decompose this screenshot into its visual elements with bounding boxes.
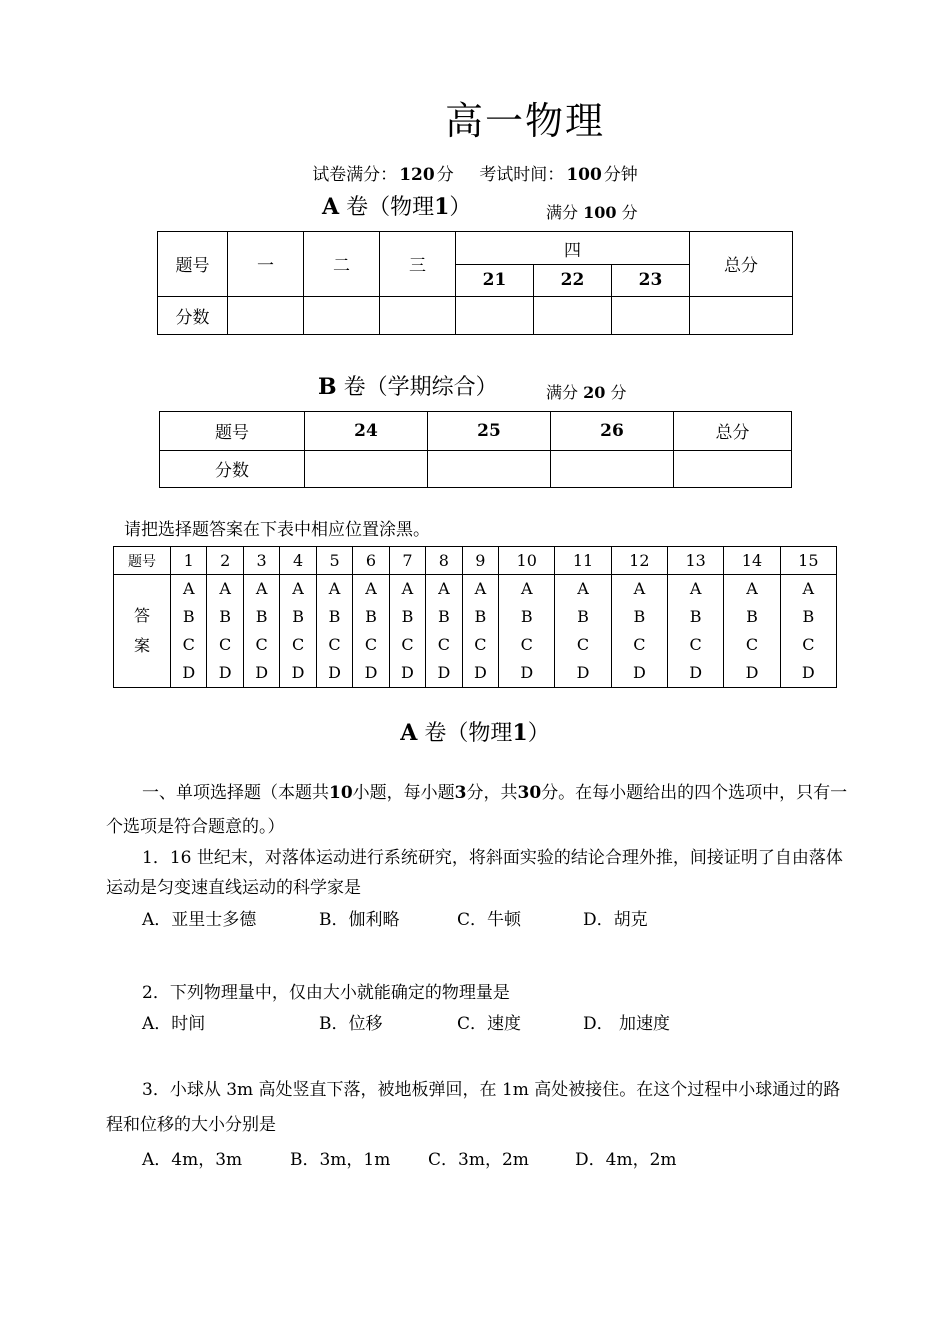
answer-bubble[interactable]: D — [437, 663, 451, 682]
instr-text: 小题，每小题 — [352, 783, 455, 803]
full-score-value: 20 — [583, 383, 606, 402]
option-d[interactable]: D． 加速度 — [583, 1014, 671, 1034]
answer-bubble[interactable]: A — [365, 579, 377, 598]
full-score-unit: 分 — [610, 383, 627, 402]
col-1: 一 — [228, 232, 304, 297]
answer-bubble[interactable]: A — [401, 579, 414, 598]
score-cell[interactable] — [551, 450, 674, 488]
answer-bubble[interactable]: C — [437, 635, 451, 654]
question-number: 15 — [780, 547, 836, 575]
question-number: 7 — [389, 547, 425, 575]
col-3: 三 — [380, 232, 456, 297]
score-label: 分数 — [158, 296, 228, 334]
answer-bubble[interactable]: C — [291, 635, 305, 654]
section-a-text: 卷（物理 — [346, 195, 435, 220]
option-c[interactable]: C．牛顿 — [457, 910, 522, 930]
section-a-heading — [0, 716, 950, 747]
score-cell[interactable] — [674, 450, 792, 488]
answer-bubble[interactable]: D — [401, 663, 414, 682]
answer-bubble[interactable]: C — [255, 635, 268, 654]
answer-bubble[interactable]: B — [577, 607, 589, 626]
option-c[interactable]: C．3m，2m — [428, 1150, 529, 1170]
answer-table — [113, 546, 837, 688]
answer-bubble[interactable]: D — [364, 663, 378, 682]
answer-bubble[interactable]: B — [255, 607, 268, 626]
col-26: 26 — [551, 412, 674, 451]
answer-bubble[interactable]: B — [219, 607, 232, 626]
score-cell[interactable] — [380, 296, 456, 334]
answer-bubble[interactable]: C — [219, 635, 232, 654]
option-b[interactable]: B．位移 — [319, 1014, 383, 1034]
exam-time-unit: 分钟 — [603, 165, 638, 185]
question-number: 9 — [462, 547, 498, 575]
answer-bubble[interactable]: C — [689, 635, 702, 654]
answer-bubble[interactable]: C — [633, 635, 646, 654]
page-title: 高一物理 — [444, 99, 605, 143]
question-number: 8 — [426, 547, 462, 575]
answer-bubble[interactable]: D — [218, 663, 232, 682]
answer-bubble[interactable]: A — [474, 579, 487, 598]
answer-bubble[interactable]: B — [474, 607, 487, 626]
instr-text: 分，共 — [466, 783, 518, 803]
instr-num: 10 — [329, 783, 353, 803]
answer-choices — [426, 575, 462, 688]
answer-bubble[interactable]: A — [219, 579, 231, 598]
section-a-full-score — [546, 200, 638, 223]
score-cell[interactable] — [304, 296, 380, 334]
answer-bubble[interactable]: D — [473, 663, 487, 682]
score-cell[interactable] — [305, 450, 428, 488]
section-a-num: 1 — [434, 194, 450, 220]
question-number: 2 — [207, 547, 243, 575]
answer-bubble[interactable]: A — [328, 579, 341, 598]
answer-bubble[interactable]: D — [328, 663, 341, 682]
col-2: 二 — [304, 232, 380, 297]
score-cell[interactable] — [228, 296, 304, 334]
answer-bubble[interactable]: A — [292, 579, 304, 598]
question-number: 3 — [243, 547, 279, 575]
answer-choices — [353, 575, 389, 688]
num-label: 题号 — [114, 547, 171, 575]
answer-choices — [280, 575, 316, 688]
question-number: 12 — [611, 547, 667, 575]
score-cell[interactable] — [612, 296, 690, 334]
question-3-options — [142, 1145, 677, 1170]
score-cell[interactable] — [428, 450, 551, 488]
score-cell[interactable] — [690, 296, 793, 334]
option-c[interactable]: C．速度 — [457, 1014, 522, 1034]
answer-bubble[interactable]: D — [576, 663, 590, 682]
exam-time-label: 考试时间： — [479, 165, 565, 185]
answer-bubble[interactable]: B — [401, 607, 414, 626]
option-b[interactable]: B．3m，1m — [290, 1150, 391, 1170]
answer-choices — [316, 575, 352, 688]
answer-bubble[interactable]: A — [182, 579, 195, 598]
score-cell[interactable] — [534, 296, 612, 334]
answer-choices — [780, 575, 836, 688]
answer-bubble[interactable]: C — [364, 635, 378, 654]
question-1-text: 1．16 世纪末，对落体运动进行系统研究，将斜面实验的结论合理外推，间接证明了自由落体运动是匀变速直线运动的科学家是 — [106, 848, 843, 898]
answer-bubble[interactable]: C — [474, 635, 487, 654]
option-b[interactable]: B．伽利略 — [319, 910, 400, 930]
question-number: 13 — [668, 547, 724, 575]
answer-choices — [668, 575, 724, 688]
col-24: 24 — [305, 412, 428, 451]
answer-choices — [611, 575, 667, 688]
answer-bubble[interactable]: C — [520, 635, 533, 654]
option-d[interactable]: D．胡克 — [583, 910, 648, 930]
answer-bubble[interactable]: B — [689, 607, 702, 626]
col-25: 25 — [428, 412, 551, 451]
answer-bubble[interactable]: A — [438, 579, 450, 598]
total-label: 总分 — [674, 412, 792, 451]
full-score-value: 120 — [399, 165, 435, 185]
instr-text: 分。在每小题给出的四个选项中，只有一个选项是符合题意的。） — [106, 783, 848, 837]
heading-num: 1 — [512, 720, 528, 746]
answer-bubble[interactable]: B — [438, 607, 450, 626]
section-a-title — [322, 190, 471, 221]
answer-bubble[interactable]: A — [689, 579, 702, 598]
option-d[interactable]: D．4m，2m — [575, 1150, 677, 1170]
answer-bubble[interactable]: B — [292, 607, 304, 626]
question-number: 6 — [353, 547, 389, 575]
answer-label — [114, 575, 171, 688]
question-number: 11 — [555, 547, 611, 575]
answer-bubble[interactable]: A — [802, 579, 815, 598]
answer-choices — [207, 575, 243, 688]
sub-col-23: 23 — [612, 265, 690, 296]
answer-bubble[interactable]: D — [745, 663, 759, 682]
answer-bubble[interactable]: A — [577, 579, 589, 598]
answer-bubble[interactable]: C — [328, 635, 341, 654]
section-b-title — [318, 370, 498, 401]
col-group-4: 四 — [456, 232, 690, 265]
row-label: 题号 — [158, 232, 228, 297]
instr-num: 30 — [517, 783, 542, 803]
answer-bubble[interactable]: D — [255, 663, 269, 682]
option-a[interactable]: A．亚里士多德 — [142, 910, 257, 930]
answer-bubble[interactable]: D — [520, 663, 534, 682]
answer-bubble[interactable]: A — [520, 579, 533, 598]
exam-time-value: 100 — [566, 165, 602, 185]
question-2-text: 2．下列物理量中，仅由大小就能确定的物理量是 — [142, 983, 510, 1003]
option-a[interactable]: A．时间 — [142, 1014, 206, 1034]
answer-bubble[interactable]: C — [745, 635, 759, 654]
question-number: 1 — [171, 547, 207, 575]
full-score-unit: 分 — [621, 203, 638, 222]
score-table-b — [159, 411, 792, 488]
sub-col-21: 21 — [456, 265, 534, 296]
answer-choices — [243, 575, 279, 688]
answer-choices — [724, 575, 780, 688]
answer-bubble[interactable]: C — [401, 635, 414, 654]
answer-bubble[interactable]: C — [576, 635, 590, 654]
full-score-label: 试卷满分： — [312, 165, 398, 185]
heading-text: 卷（物理 — [424, 721, 513, 746]
instr-num: 3 — [454, 783, 467, 803]
answer-bubble[interactable]: D — [291, 663, 305, 682]
question-number: 10 — [499, 547, 555, 575]
section-b-text: 卷（学期综合） — [343, 375, 498, 400]
answer-bubble[interactable]: A — [746, 579, 758, 598]
answer-bubble[interactable]: A — [255, 579, 268, 598]
answer-bubble[interactable]: C — [802, 635, 815, 654]
section-a-close: ） — [449, 195, 472, 220]
question-1-options — [142, 905, 648, 930]
answer-bubble[interactable]: B — [365, 607, 377, 626]
full-score-value: 100 — [583, 203, 617, 222]
question-3-text: 3．小球从 3m 高处竖直下落，被地板弹回，在 1m 高处被接住。在这个过程中小球通过的路程和位移的大小分别是 — [106, 1080, 841, 1135]
heading-close: ） — [527, 721, 550, 746]
section-b-full-score — [546, 380, 626, 403]
answer-bubble[interactable]: B — [182, 607, 195, 626]
full-score-label: 满分 — [546, 383, 579, 402]
answer-bubble[interactable]: D — [689, 663, 703, 682]
section-a-letter: A — [322, 194, 340, 220]
answer-bubble[interactable]: B — [746, 607, 758, 626]
question-2-options — [142, 1009, 670, 1034]
answer-bubble[interactable]: C — [182, 635, 195, 654]
instr-text: 一、单项选择题（本题共 — [142, 783, 329, 803]
answer-bubble[interactable]: D — [182, 663, 196, 682]
score-label: 分数 — [160, 450, 305, 488]
section-b-letter: B — [318, 374, 337, 400]
score-table-a — [157, 231, 793, 335]
question-section-instruction — [106, 776, 848, 844]
answer-label-1: 答 — [133, 606, 150, 625]
answer-bubble[interactable]: B — [520, 607, 533, 626]
answer-bubble[interactable]: D — [801, 663, 815, 682]
score-cell[interactable] — [456, 296, 534, 334]
answer-choices — [499, 575, 555, 688]
answer-bubble[interactable]: B — [633, 607, 646, 626]
answer-bubble[interactable]: B — [802, 607, 815, 626]
option-a[interactable]: A．4m，3m — [142, 1150, 243, 1170]
answer-choices — [171, 575, 207, 688]
full-score-label: 满分 — [546, 203, 579, 222]
exam-info — [0, 160, 950, 185]
row-label: 题号 — [160, 412, 305, 451]
answer-instruction: 请把选择题答案在下表中相应位置涂黑。 — [124, 520, 430, 540]
sub-col-22: 22 — [534, 265, 612, 296]
total-label: 总分 — [690, 232, 793, 297]
answer-choices — [555, 575, 611, 688]
heading-letter: A — [400, 720, 418, 746]
answer-label-2: 案 — [133, 636, 150, 655]
full-score-unit: 分 — [436, 165, 454, 185]
answer-bubble[interactable]: B — [328, 607, 341, 626]
answer-bubble[interactable]: D — [632, 663, 646, 682]
answer-choices — [462, 575, 498, 688]
answer-choices — [389, 575, 425, 688]
answer-bubble[interactable]: A — [633, 579, 646, 598]
question-number: 4 — [280, 547, 316, 575]
question-number: 14 — [724, 547, 780, 575]
question-number: 5 — [316, 547, 352, 575]
